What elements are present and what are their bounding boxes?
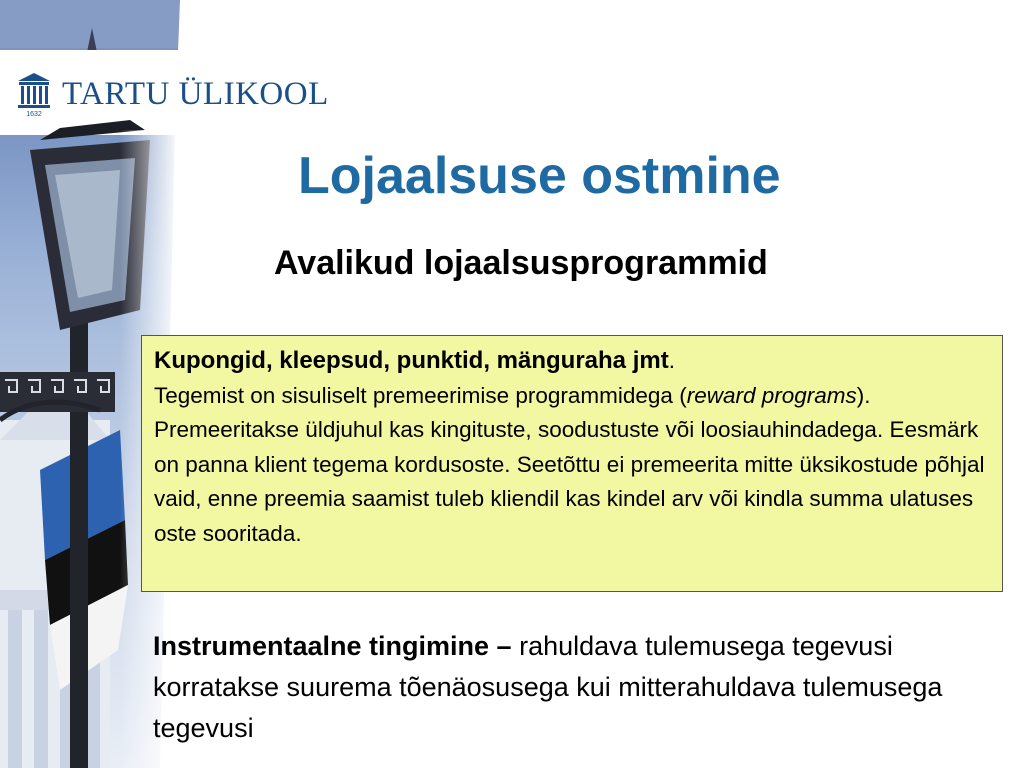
bottom-definition: rahuldava tulemusega tegevusi korratakse suurema tõenäosusega kui mitterahuldava tulemusega tegevusi bbox=[153, 631, 943, 743]
callout-italic-term: reward programs bbox=[686, 382, 857, 408]
loyalty-programs-callout bbox=[141, 335, 1003, 592]
callout-lead: Kupongid, kleepsud, punktid, mänguraha jmt bbox=[154, 347, 669, 374]
callout-text-2: ). Premeeritakse üldjuhul kas kingituste, soodustuste või loosiauhindadega. Eesmärk on panna klient tegema kordusoste. Seetõttu ei premeerita mitte üksikostude põhjal vaid, enne preemia saamist tuleb kliendil kas kindel arv või kindla summa ulatuses oste sooritada. bbox=[154, 382, 985, 546]
logo-wordmark: TARTU ÜLIKOOL bbox=[62, 75, 329, 112]
logo-year: 1632 bbox=[26, 111, 42, 117]
bottom-bold-term: Instrumentaalne tingimine – bbox=[153, 631, 520, 661]
slide-title: Lojaalsuse ostmine bbox=[298, 147, 781, 205]
callout-lead-end: . bbox=[668, 348, 675, 373]
university-logo bbox=[16, 70, 329, 118]
callout-text-1: Tegemist on sisuliselt premeerimise programmidega ( bbox=[154, 382, 687, 408]
slide-subtitle: Avalikud lojaalsusprogrammid bbox=[274, 244, 768, 282]
university-building-icon bbox=[16, 71, 52, 117]
instrumental-conditioning-text bbox=[153, 626, 1003, 749]
